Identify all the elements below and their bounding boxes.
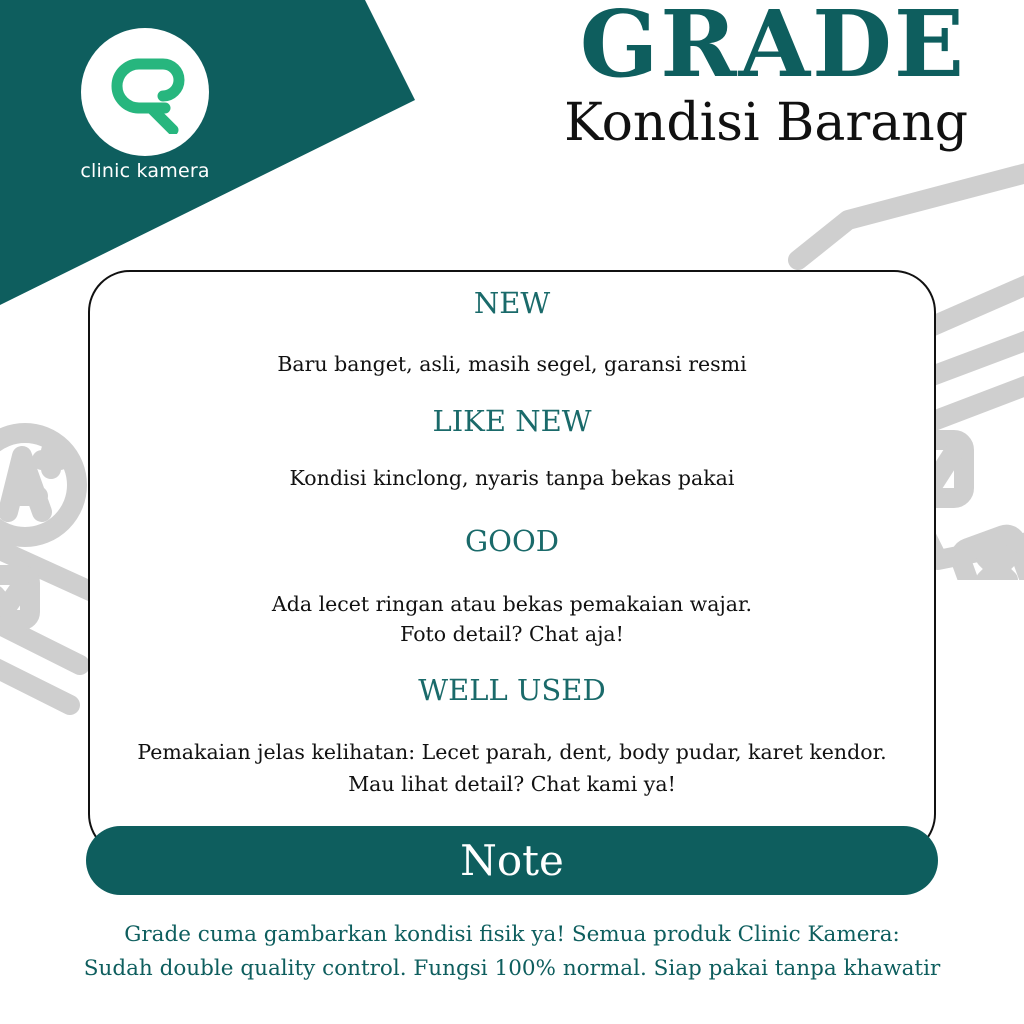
logo-badge <box>81 28 209 156</box>
brand-name: clinic kamera <box>80 160 210 182</box>
grade-title-new: NEW <box>473 286 551 320</box>
note-text-line1: Grade cuma gambarkan kondisi fisik ya! Semua produk Clinic Kamera: <box>124 922 900 947</box>
brand-logo <box>60 28 230 182</box>
grade-desc-well-used-line1: Pemakaian jelas kelihatan: Lecet parah, dent, body pudar, karet kendor. <box>137 740 887 764</box>
note-banner <box>86 826 938 895</box>
page-subtitle: Kondisi Barang <box>564 93 968 153</box>
grade-desc-good-line1: Ada lecet ringan atau bekas pemakaian wajar. <box>271 592 753 616</box>
grade-desc-well-used-line2: Mau lihat detail? Chat kami ya! <box>348 772 676 796</box>
grade-desc-new: Baru banget, asli, masih segel, garansi resmi <box>277 352 747 376</box>
grade-title-like-new: LIKE NEW <box>432 404 592 438</box>
grade-desc-good-line2: Foto detail? Chat aja! <box>400 622 624 646</box>
grade-card <box>88 270 936 856</box>
grade-title-well-used: WELL USED <box>418 673 606 707</box>
grade-title-good: GOOD <box>465 524 559 558</box>
page-title: GRADE <box>579 0 966 98</box>
grade-desc-like-new: Kondisi kinclong, nyaris tanpa bekas pakai <box>289 466 735 490</box>
note-text-line2: Sudah double quality control. Fungsi 100% normal. Siap pakai tanpa khawatir <box>83 956 941 981</box>
ck-monogram-icon <box>103 50 187 134</box>
note-label: Note <box>460 836 564 885</box>
